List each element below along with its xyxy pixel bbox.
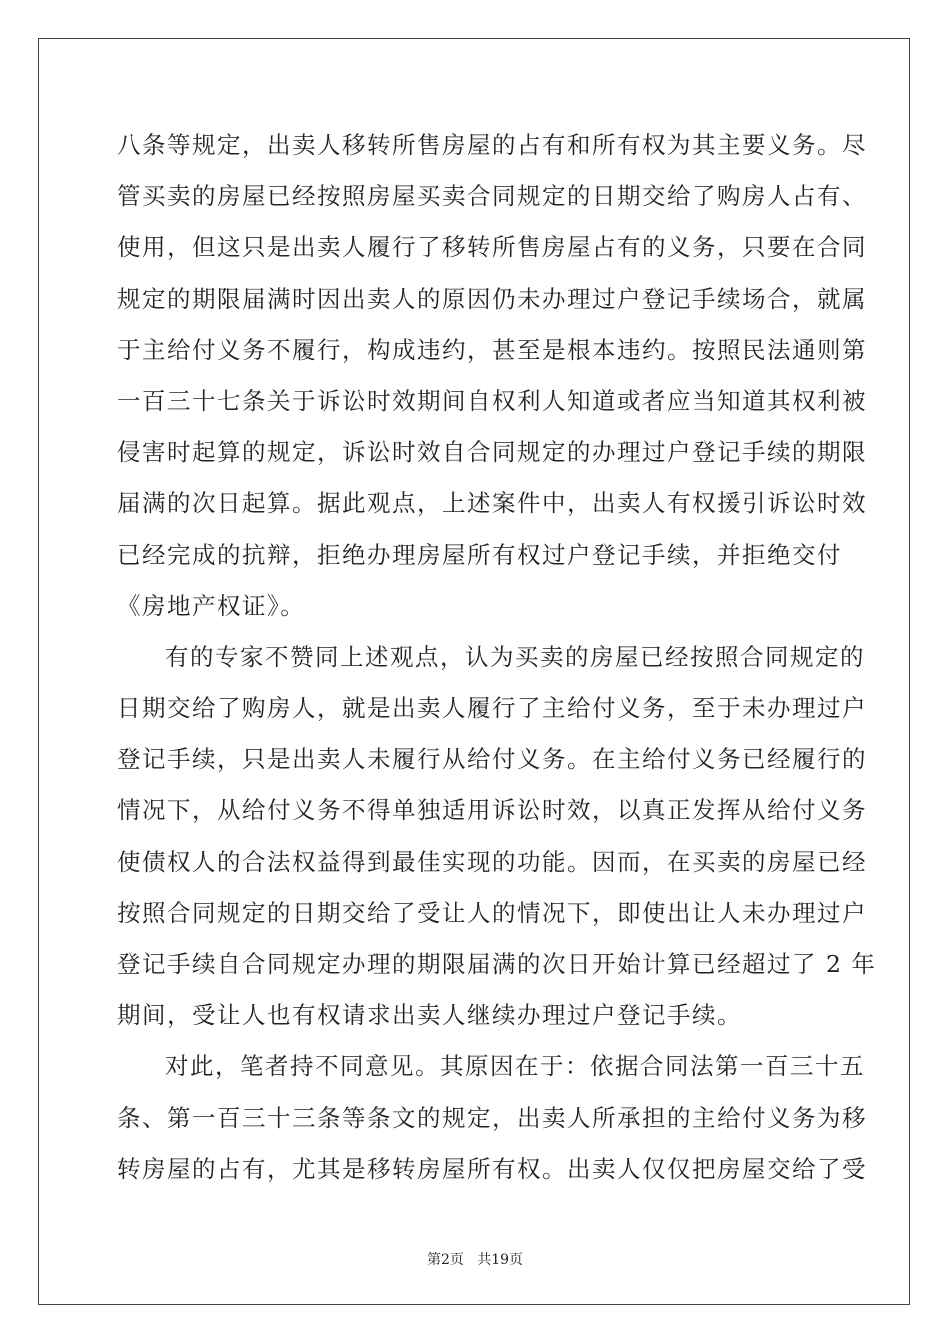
text-line: 《房地产权证》。 xyxy=(117,591,306,620)
text-line: 按照合同规定的日期交给了受让人的情况下，即使出让人未办理过户 xyxy=(117,898,867,927)
text-line: 有的专家不赞同上述观点，认为买卖的房屋已经按照合同规定的 xyxy=(165,642,865,671)
text-line: 侵害时起算的规定，诉讼时效自合同规定的办理过户登记手续的期限 xyxy=(117,438,867,467)
document-body xyxy=(117,120,877,1195)
text-line: 八条等规定，出卖人移转所售房屋的占有和所有权为其主要义务。尽 xyxy=(117,131,867,159)
text-line: 使债权人的合法权益得到最佳实现的功能。因而，在买卖的房屋已经 xyxy=(117,847,867,876)
text-line: 日期交给了购房人，就是出卖人履行了主给付义务，至于未办理过户 xyxy=(117,694,867,723)
text-line: 条、第一百三十三条等条文的规定，出卖人所承担的主给付义务为移 xyxy=(117,1103,867,1132)
text-line: 对此，笔者持不同意见。其原因在于：依据合同法第一百三十五 xyxy=(165,1052,865,1081)
text-line: 使用，但这只是出卖人履行了移转所售房屋占有的义务，只要在合同 xyxy=(117,233,867,262)
text-line: 管买卖的房屋已经按照房屋买卖合同规定的日期交给了购房人占有、 xyxy=(117,182,867,211)
text-line: 登记手续，只是出卖人未履行从给付义务。在主给付义务已经履行的 xyxy=(117,745,867,774)
text-line: 规定的期限届满时因出卖人的原因仍未办理过户登记手续场合，就属 xyxy=(117,284,867,313)
page-number-label: 第2页 共19页 xyxy=(426,1252,524,1268)
text-line: 一百三十七条关于诉讼时效期间自权利人知道或者应当知道其权利被 xyxy=(117,386,867,415)
text-line: 期间，受让人也有权请求出卖人继续办理过户登记手续。 xyxy=(117,1001,742,1030)
page-footer xyxy=(0,1249,950,1269)
text-line: 转房屋的占有，尤其是移转房屋所有权。出卖人仅仅把房屋交给了受 xyxy=(117,1154,867,1183)
text-line: 登记手续自合同规定办理的期限届满的次日开始计算已经超过了 2 年 xyxy=(117,950,877,978)
text-line: 于主给付义务不履行，构成违约，甚至是根本违约。按照民法通则第 xyxy=(117,335,867,364)
text-line: 已经完成的抗辩，拒绝办理房屋所有权过户登记手续，并拒绝交付 xyxy=(117,540,842,569)
text-line: 情况下，从给付义务不得单独适用诉讼时效，以真正发挥从给付义务 xyxy=(117,796,867,825)
text-line: 届满的次日起算。据此观点，上述案件中，出卖人有权援引诉讼时效 xyxy=(117,489,867,518)
